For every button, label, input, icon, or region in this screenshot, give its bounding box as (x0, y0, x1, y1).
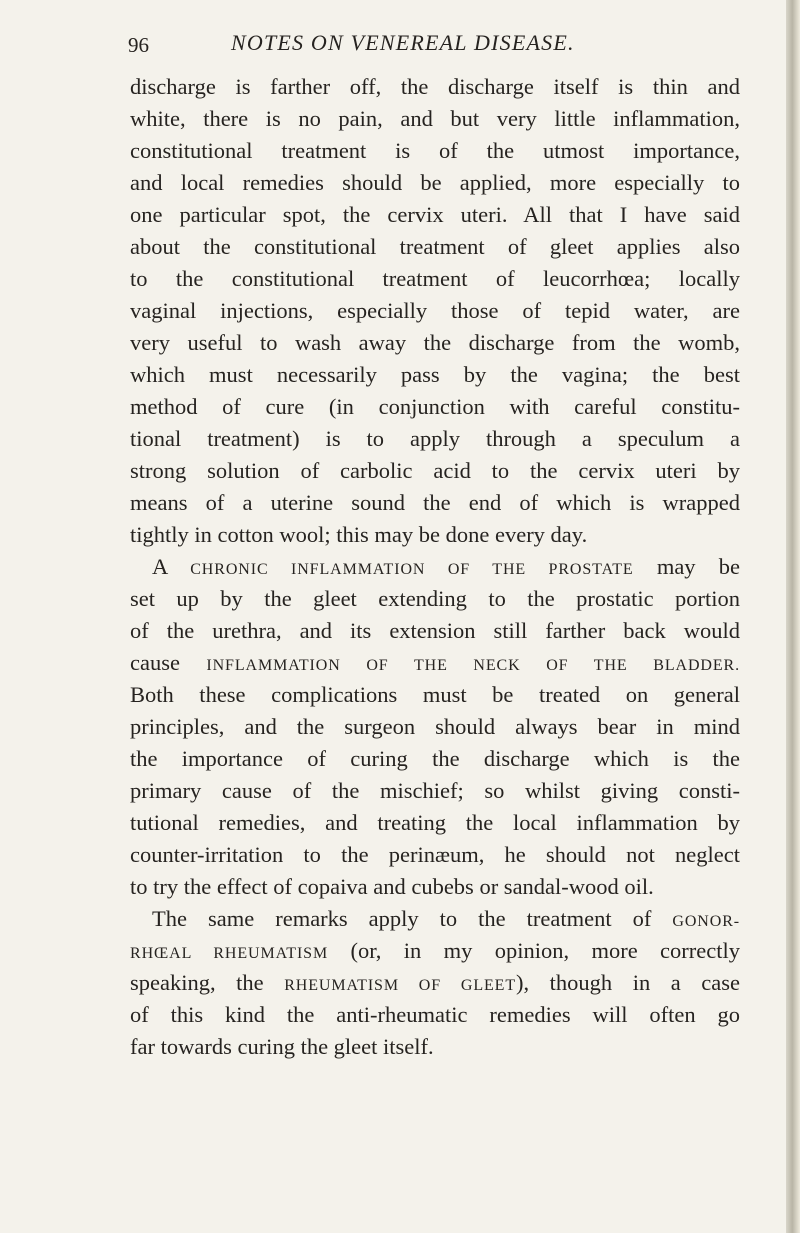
text-line (130, 135, 740, 167)
text-fragment: vaginal injections, especially those of tepid water, are (130, 298, 740, 323)
text-fragment: white, there is no pain, and but very little inflammation, (130, 106, 740, 131)
text-fragment: which must necessarily pass by the vagina; the best (130, 362, 740, 387)
text-fragment: tutional remedies, and treating the local inflammation by (130, 810, 740, 835)
text-fragment: one particular spot, the cervix uteri. All that I have said (130, 202, 740, 227)
page-header (128, 30, 718, 60)
text-fragment: cause (130, 650, 207, 675)
text-line (130, 999, 740, 1031)
small-caps-phrase: GONOR- (672, 913, 740, 930)
text-fragment: tightly in cotton wool; this may be done every day. (130, 522, 588, 547)
text-line (130, 839, 740, 871)
text-fragment: A (152, 554, 191, 579)
text-fragment: to try the effect of copaiva and cubebs or sandal-wood oil. (130, 874, 654, 899)
text-line (130, 711, 740, 743)
text-fragment: counter-irritation to the perinæum, he should not neglect (130, 842, 740, 867)
text-fragment: speaking, the (130, 970, 285, 995)
text-fragment: to the constitutional treatment of leucorrhœa; locally (130, 266, 740, 291)
text-line (130, 775, 740, 807)
text-fragment: and local remedies should be applied, more especially to (130, 170, 740, 195)
text-line (130, 519, 740, 551)
text-line (130, 231, 740, 263)
text-fragment: method of cure (in conjunction with careful constitu- (130, 394, 740, 419)
text-fragment: of the urethra, and its extension still farther back would (130, 618, 740, 643)
running-title: NOTES ON VENEREAL DISEASE. (231, 30, 575, 55)
small-caps-phrase: INFLAMMATION OF THE NECK OF THE BLADDER. (206, 657, 740, 674)
body-text (130, 71, 740, 1063)
text-line (130, 455, 740, 487)
text-fragment: very useful to wash away the discharge from the womb, (130, 330, 740, 355)
text-fragment: (or, in my opinion, more correctly (328, 938, 740, 963)
page-edge (786, 0, 800, 1233)
text-line (130, 679, 740, 711)
text-fragment: strong solution of carbolic acid to the cervix uteri by (130, 458, 740, 483)
text-line (130, 295, 740, 327)
text-fragment: Both these complications must be treated on general (130, 682, 740, 707)
text-line (130, 103, 740, 135)
small-caps-phrase: RHEUMATISM OF GLEET (284, 977, 517, 994)
text-fragment: about the constitutional treatment of gleet applies also (130, 234, 740, 259)
text-fragment: may be (633, 554, 740, 579)
text-fragment: tional treatment) is to apply through a speculum a (130, 426, 740, 451)
text-line (130, 583, 740, 615)
text-fragment: discharge is farther off, the discharge itself is thin and (130, 74, 740, 99)
small-caps-phrase: RHŒAL RHEUMATISM (130, 945, 329, 962)
text-line (130, 871, 740, 903)
small-caps-phrase: CHRONIC INFLAMMATION OF THE PROSTATE (190, 561, 634, 578)
text-line (130, 807, 740, 839)
text-fragment: primary cause of the mischief; so whilst giving consti- (130, 778, 740, 803)
text-line (130, 935, 740, 967)
text-fragment: The same remarks apply to the treatment of (152, 906, 673, 931)
text-fragment: the importance of curing the discharge which is the (130, 746, 740, 771)
text-fragment: of this kind the anti-rheumatic remedies will often go (130, 1002, 740, 1027)
text-line (130, 967, 740, 999)
text-line (130, 615, 740, 647)
text-line (130, 199, 740, 231)
text-line (130, 167, 740, 199)
text-fragment: set up by the gleet extending to the prostatic portion (130, 586, 740, 611)
text-fragment: means of a uterine sound the end of which is wrapped (130, 490, 740, 515)
text-line (130, 263, 740, 295)
text-line (130, 391, 740, 423)
text-fragment: ), though in a case (516, 970, 741, 995)
text-line (130, 551, 740, 583)
text-fragment: constitutional treatment is of the utmost importance, (130, 138, 740, 163)
text-line (130, 359, 740, 391)
text-fragment: far towards curing the gleet itself. (130, 1034, 434, 1059)
page-number: 96 (128, 33, 149, 57)
text-fragment: principles, and the surgeon should always bear in mind (130, 714, 740, 739)
text-line (130, 743, 740, 775)
text-line (130, 327, 740, 359)
text-line (130, 647, 740, 679)
text-line (130, 423, 740, 455)
text-line (130, 487, 740, 519)
text-line (130, 71, 740, 103)
text-line (130, 903, 740, 935)
text-line (130, 1031, 740, 1063)
